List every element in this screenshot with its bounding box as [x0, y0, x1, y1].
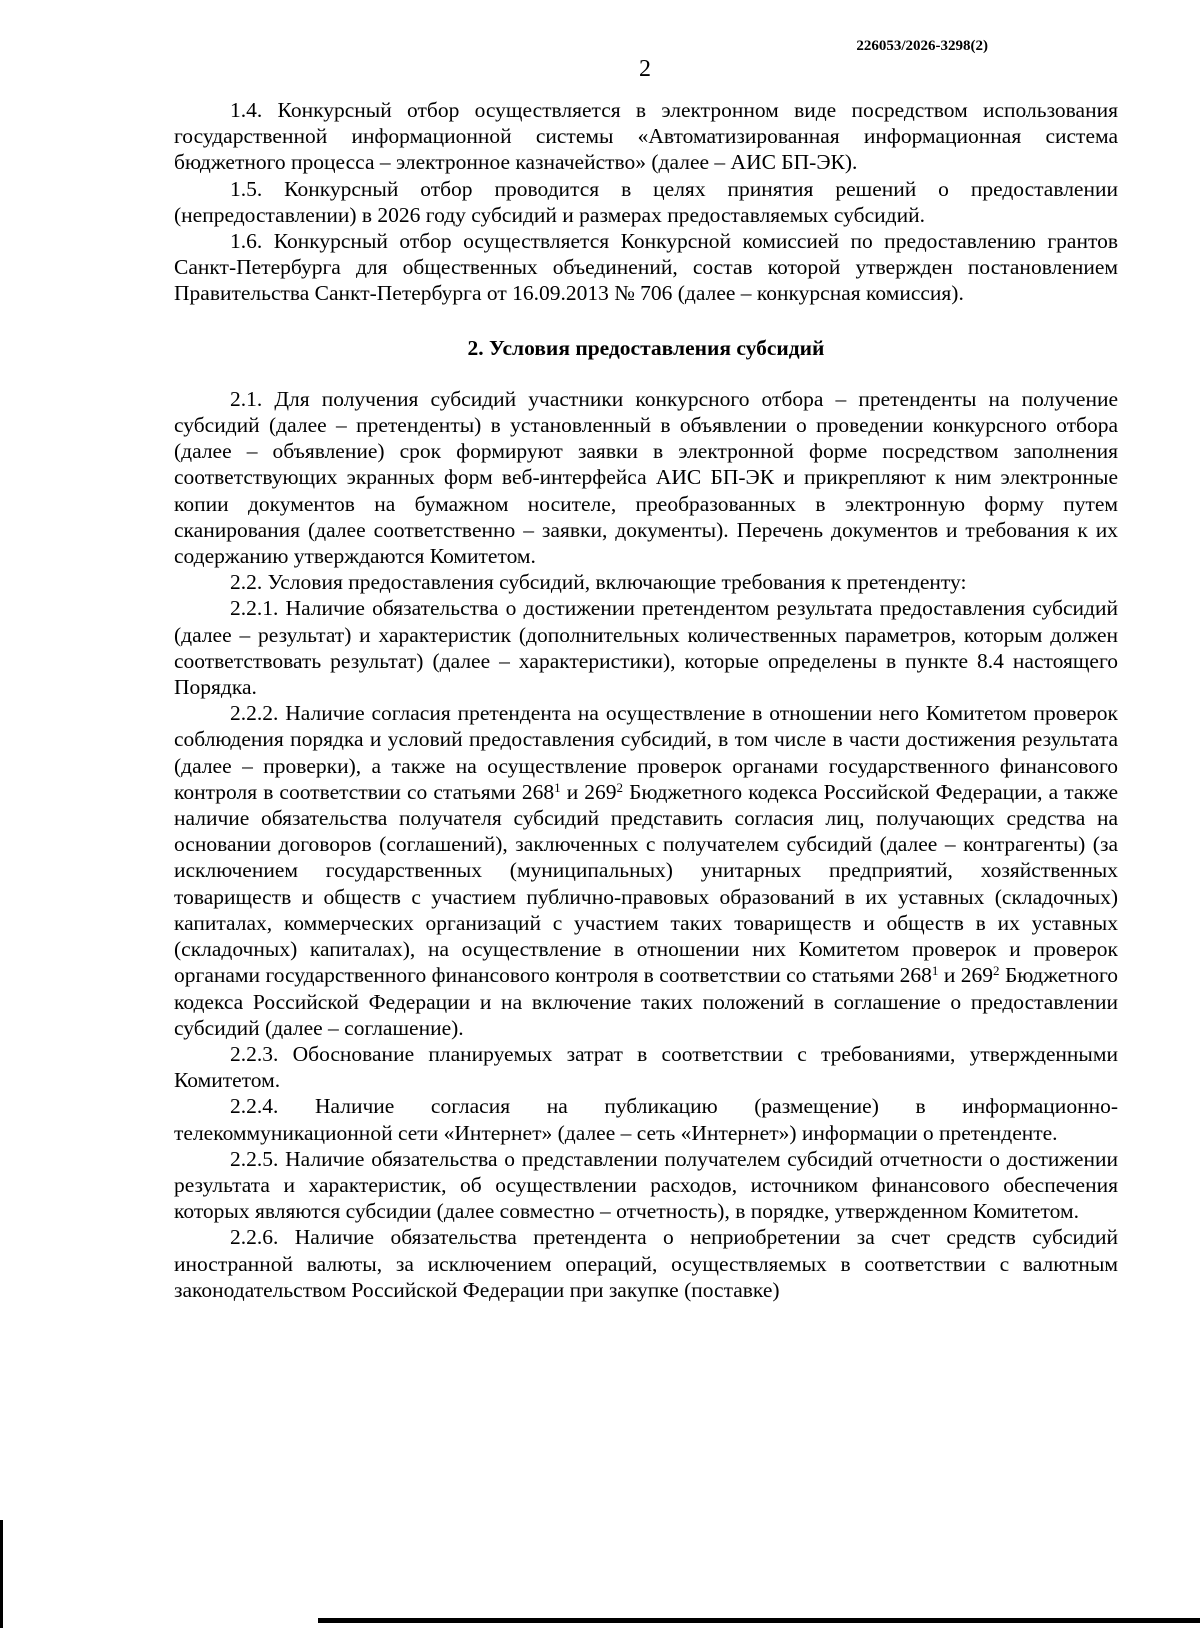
document-body	[174, 97, 1118, 1303]
page-number: 2	[639, 56, 651, 82]
paragraph-2-2-6: 2.2.6. Наличие обязательства претендента о неприобретении за счет средств субсидий иностранной валюты, за исключением операций, осуществляемых в соответствии с валютным законодательством Российской Федерации при закупке (поставке)	[174, 1225, 1118, 1302]
paragraph-2-2-2	[174, 700, 1118, 1041]
scan-edge-line	[0, 1520, 3, 1628]
document-registration-number: 226053/2026-3298(2)	[856, 38, 988, 54]
scan-bottom-edge	[318, 1618, 1200, 1623]
paragraph-2-2-1: 2.2.1. Наличие обязательства о достижении претендентом результата предоставления субсидий (далее – результат) и характеристик (дополнительных количественных параметров, которым должен соответствовать результат) (далее – характеристики), которые определены в пункте 8.4 настоящего Порядка.	[174, 596, 1118, 700]
superscript-4: 2	[993, 963, 1000, 979]
paragraph-1-4: 1.4. Конкурсный отбор осуществляется в электронном виде посредством использования государственной информационной системы «Автоматизированная информационная система бюджетного процесса – электронное казначейство» (далее – АИС БП-ЭК).	[174, 98, 1118, 175]
paragraph-2-2-4: 2.2.4. Наличие согласия на публикацию (размещение) в информационно-телекоммуникационной сети «Интернет» (далее – сеть «Интернет») информации о претенденте.	[174, 1094, 1118, 1145]
paragraph-2-2-3: 2.2.3. Обоснование планируемых затрат в соответствии с требованиями, утвержденными Комитетом.	[174, 1041, 1118, 1093]
paragraph-2-2: 2.2. Условия предоставления субсидий, включающие требования к претенденту:	[230, 570, 967, 595]
superscript-1: 1	[554, 779, 561, 795]
paragraph-2-2-5: 2.2.5. Наличие обязательства о представлении получателем субсидий отчетности о достижении результата и характеристик, об осуществлении расходов, источником финансового обеспечения которых являются субсидии (далее совместно – отчетность), в порядке, утвержденном Комитетом.	[174, 1146, 1118, 1224]
paragraph-2-2-2-part2: и 269	[560, 779, 617, 804]
paragraph-1-6: 1.6. Конкурсный отбор осуществляется Конкурсной комиссией по предоставлению грантов Санкт-Петербурга для общественных объединений, состав которой утвержден постановлением Правительства Санкт-Петербурга от 16.09.2013 № 706 (далее – конкурсная комиссия).	[174, 229, 1118, 306]
paragraph-2-2-2-part1: 2.2.2. Наличие согласия претендента на осуществление в отношении него Комитетом проверок соблюдения порядка и условий предоставления субсидий, в том числе в части достижения результата (далее – проверки), а также на осуществление проверок органами государственного финансового контроля в соответствии со статьями 268	[174, 701, 1118, 804]
paragraph-1-5: 1.5. Конкурсный отбор проводится в целях принятия решений о предоставлении (непредоставлении) в 2026 году субсидий и размерах предоставляемых субсидий.	[174, 176, 1118, 227]
paragraph-2-2-2-part5: Бюджетного кодекса Российской Федерации и на включение таких положений в соглашение о предоставлении субсидий (далее – соглашение).	[174, 963, 1118, 1040]
paragraph-2-2-2-part3: Бюджетного кодекса Российской Федерации, а также наличие обязательства получателя субсидий представить согласия лиц, получающих средства на основании договоров (соглашений), заключенных с получателем субсидий (далее – контрагенты) (за исключением государственных (муниципальных) унитарных предприятий, хозяйственных товариществ и обществ с участием публично-правовых образований в их уставных (складочных) капиталах, коммерческих организаций с участием таких товариществ и обществ в их уставных (складочных) капиталах), на осуществление в отношении них Комитетом проверок и проверок органами государственного финансового контроля в соответствии со статьями 268	[174, 779, 1119, 988]
section-2-heading: 2. Условия предоставления субсидий	[467, 335, 825, 360]
superscript-2: 2	[616, 779, 624, 795]
superscript-3: 1	[931, 963, 939, 979]
paragraph-2-2-2-part4: и 269	[938, 963, 994, 988]
paragraph-2-1: 2.1. Для получения субсидий участники конкурсного отбора – претенденты на получение субсидий (далее – претенденты) в установленный в объявлении о проведении конкурсного отбора (далее – объявление) срок формируют заявки в электронной форме посредством заполнения соответствующих экранных форм веб-интерфейса АИС БП-ЭК и прикрепляют к ним электронные копии документов на бумажном носителе, преобразованных в электронную форму путем сканирования (далее соответственно – заявки, документы). Перечень документов и требования к их содержанию утверждаются Комитетом.	[174, 386, 1118, 569]
